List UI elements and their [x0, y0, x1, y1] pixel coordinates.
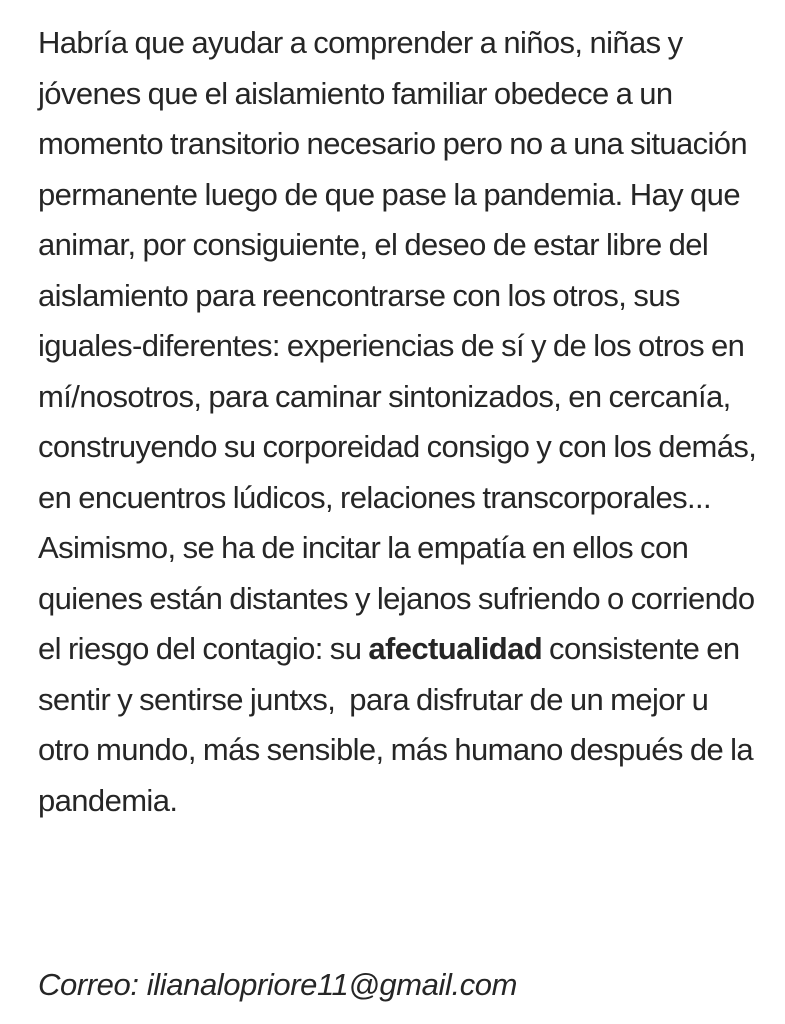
bold-term: afectualidad	[368, 631, 543, 666]
contact-label: Correo:	[38, 967, 147, 1002]
paragraph-text-end: consistente en sentir y sentirse juntxs, para disfrutar de un mejor u otro mundo, más sensible, más humano después de la pandemia.	[38, 631, 761, 818]
article-body	[38, 18, 764, 826]
paragraph-text-start: Habría que ayudar a comprender a niños, niñas y jóvenes que el aislamiento familiar obedece a un momento transitorio necesario pero no a una situación permanente luego de que pase la pandemia. Hay que animar, por consiguiente, el deseo de estar libre del aislamiento para reencontrarse con los otros, sus iguales-diferentes: experiencias de sí y de los otros en mí/nosotros, para caminar sintonizados, en cercanía, construyendo su corporeidad consigo y con los demás, en encuentros lúdicos, relaciones transcorporales... Asimismo, se ha de incitar la empatía en ellos con quienes están distantes y lejanos sufriendo o corriendo el riesgo del contagio: su	[38, 25, 764, 666]
email-link[interactable]: ilianalopriore11@gmail.com	[146, 967, 518, 1002]
contact-line	[38, 960, 517, 1010]
article-paragraph	[38, 18, 764, 826]
